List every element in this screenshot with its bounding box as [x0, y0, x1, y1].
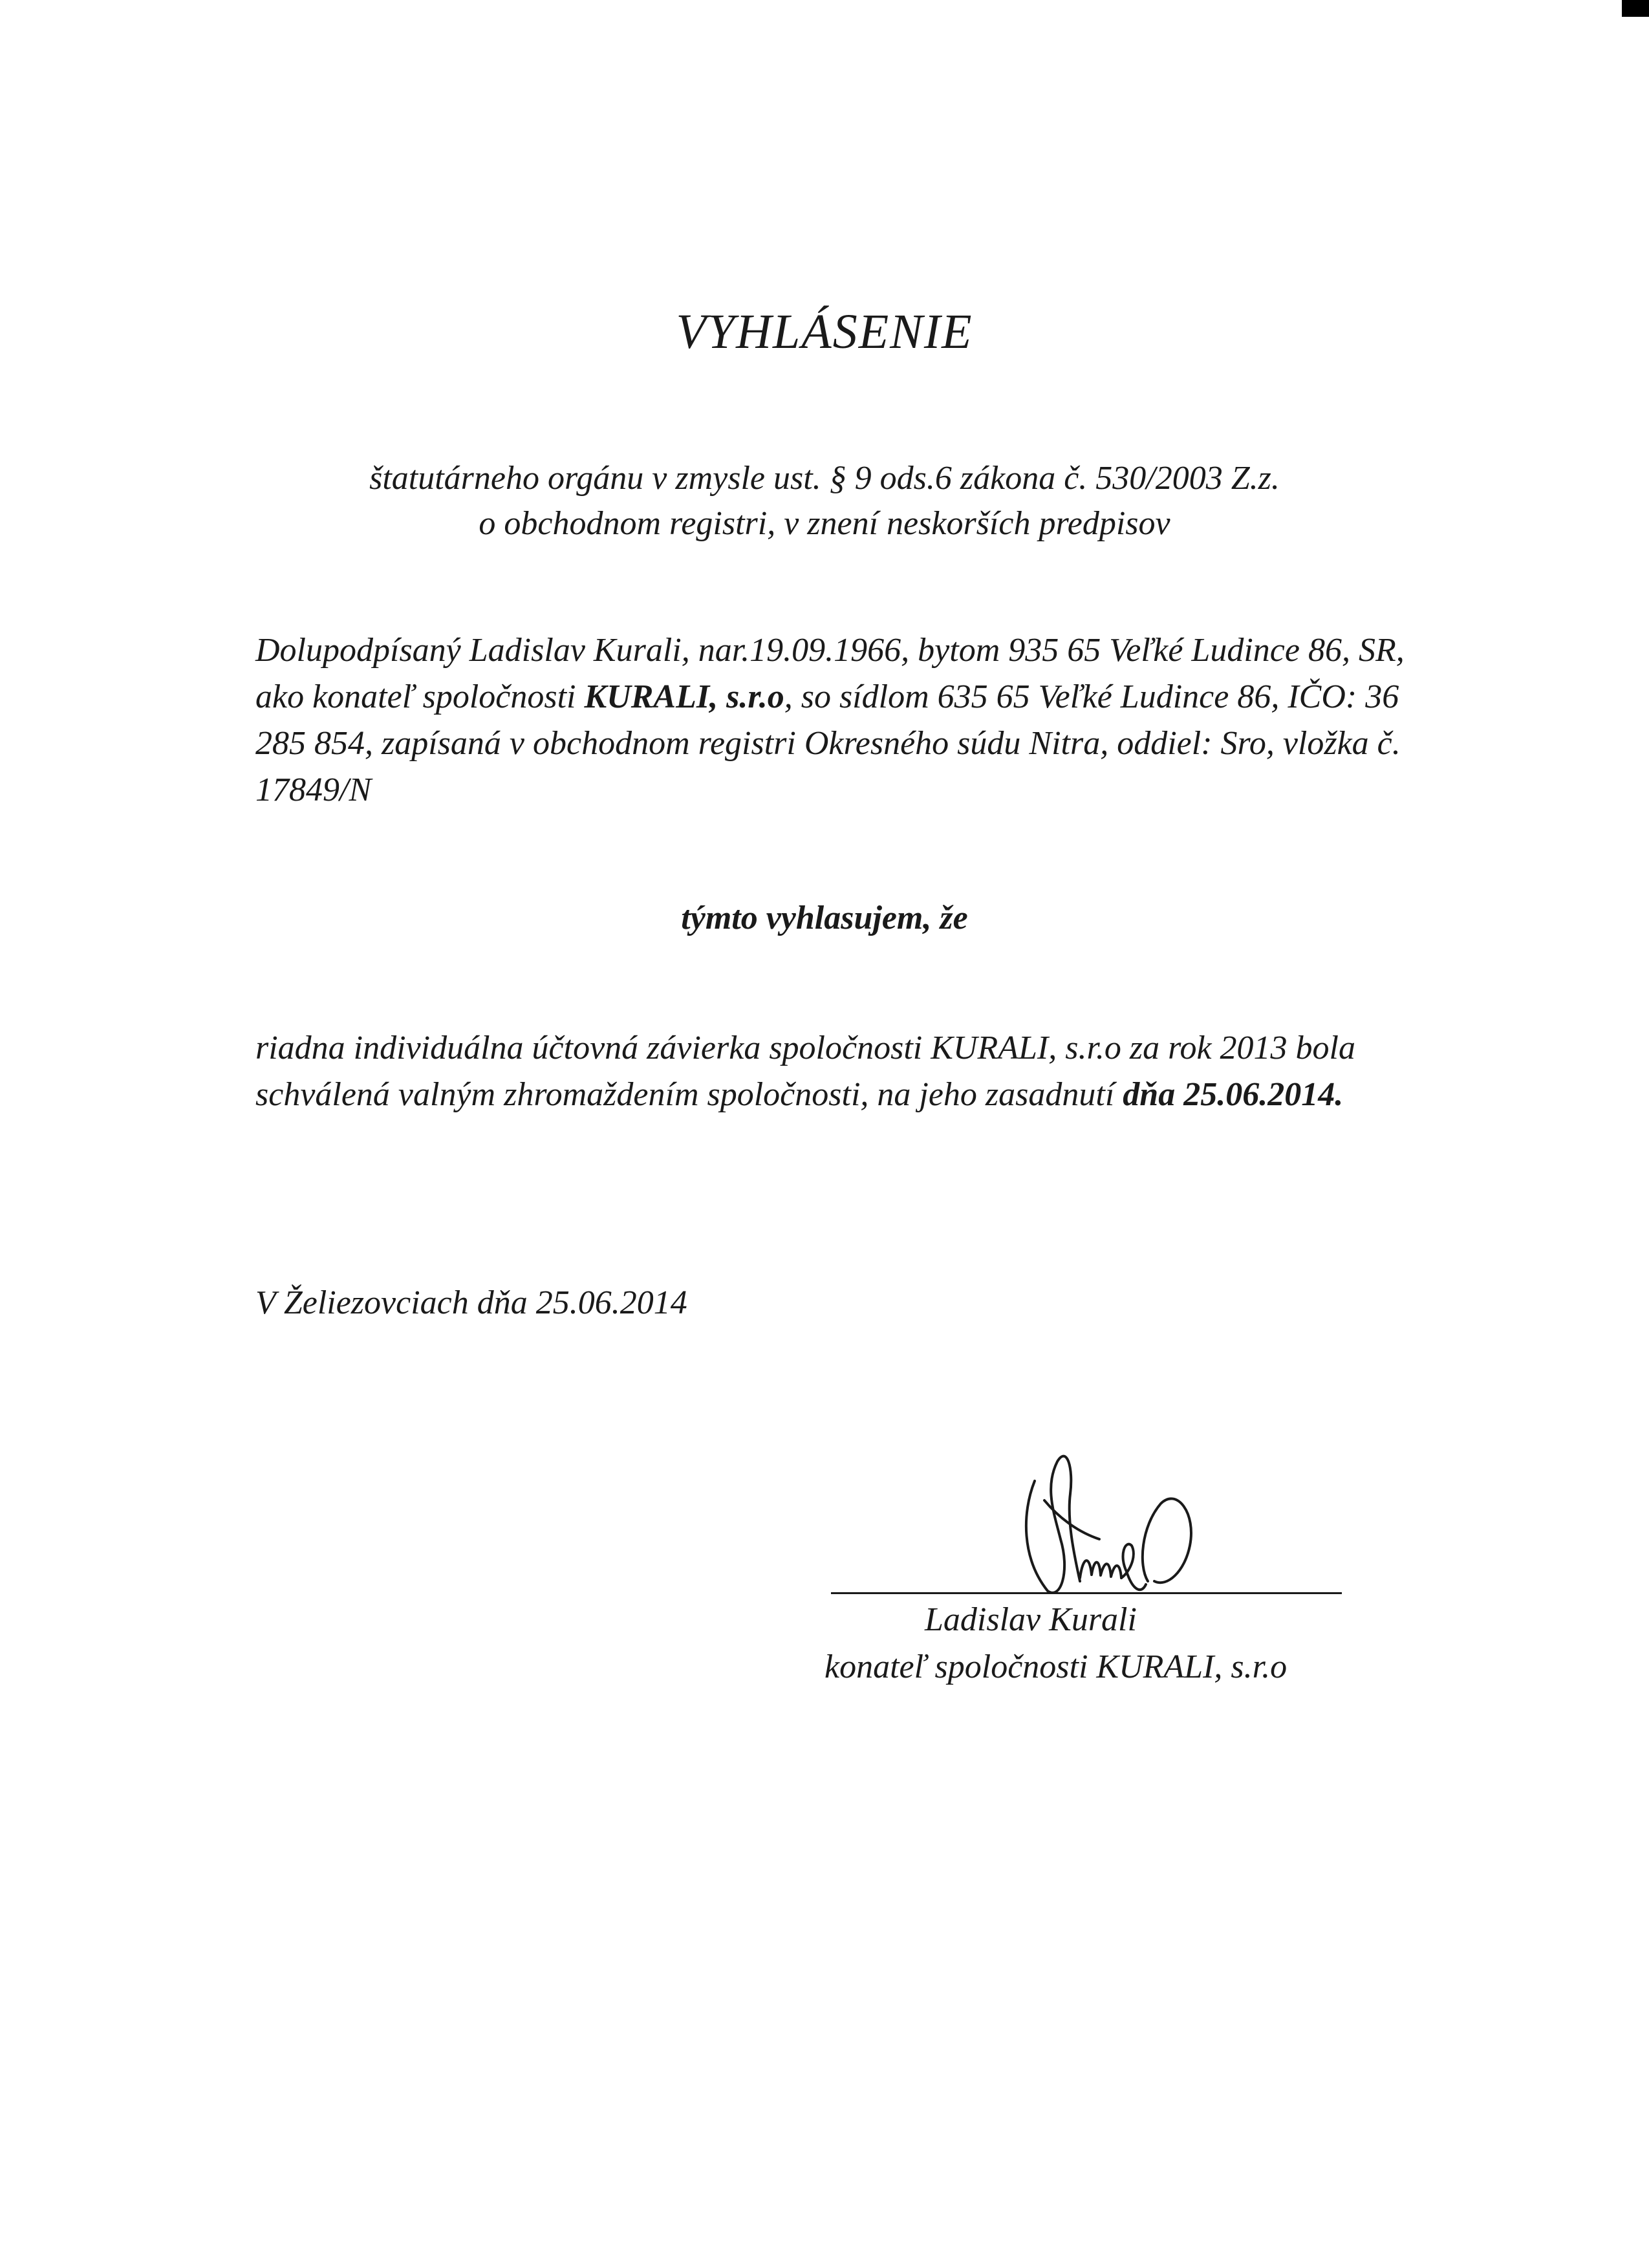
intro-text-end: , so sídlom 635 65 Veľké Ludince 86, IČO: 36 285 854, zapísaná v obchodnom registri Okresného súdu Nitra, oddiel: Sro, vložka č. 17849/N [255, 678, 1401, 808]
intro-text-start: Dolupodpísaný Ladislav Kurali, nar.19.09.1966, bytom 935 65 Veľké Ludince 86, SR, ako konateľ spoločnosti [255, 632, 1405, 715]
declaration-heading: týmto vyhlasujem, že [681, 900, 968, 936]
intro-paragraph [255, 627, 1432, 814]
subtitle-line-2: o obchodnom registri, v znení neskorších predpisov [479, 505, 1170, 542]
signer-role: konateľ spoločnosti KURALI, s.r.o [824, 1648, 1288, 1685]
signer-name: Ladislav Kurali [925, 1601, 1137, 1638]
statement-text: riadna individuálna účtovná závierka spoločnosti KURALI, s.r.o za rok 2013 bola schválená valným zhromaždením spoločnosti, na jeho zasadnutí [255, 1030, 1355, 1113]
subtitle-line-1: štatutárneho orgánu v zmysle ust. § 9 ods.6 zákona č. 530/2003 Z.z. [369, 460, 1280, 497]
signature-line [831, 1592, 1342, 1594]
company-name-bold: KURALI, s.r.o [584, 678, 784, 715]
document-title: VYHLÁSENIE [676, 305, 973, 359]
statement-paragraph [255, 1025, 1432, 1118]
handwritten-signature [1009, 1442, 1267, 1604]
scan-edge-mark [1622, 0, 1649, 17]
place-and-date: V Želiezovciach dňa 25.06.2014 [255, 1284, 687, 1321]
approval-date-bold: dňa 25.06.2014. [1123, 1076, 1344, 1113]
